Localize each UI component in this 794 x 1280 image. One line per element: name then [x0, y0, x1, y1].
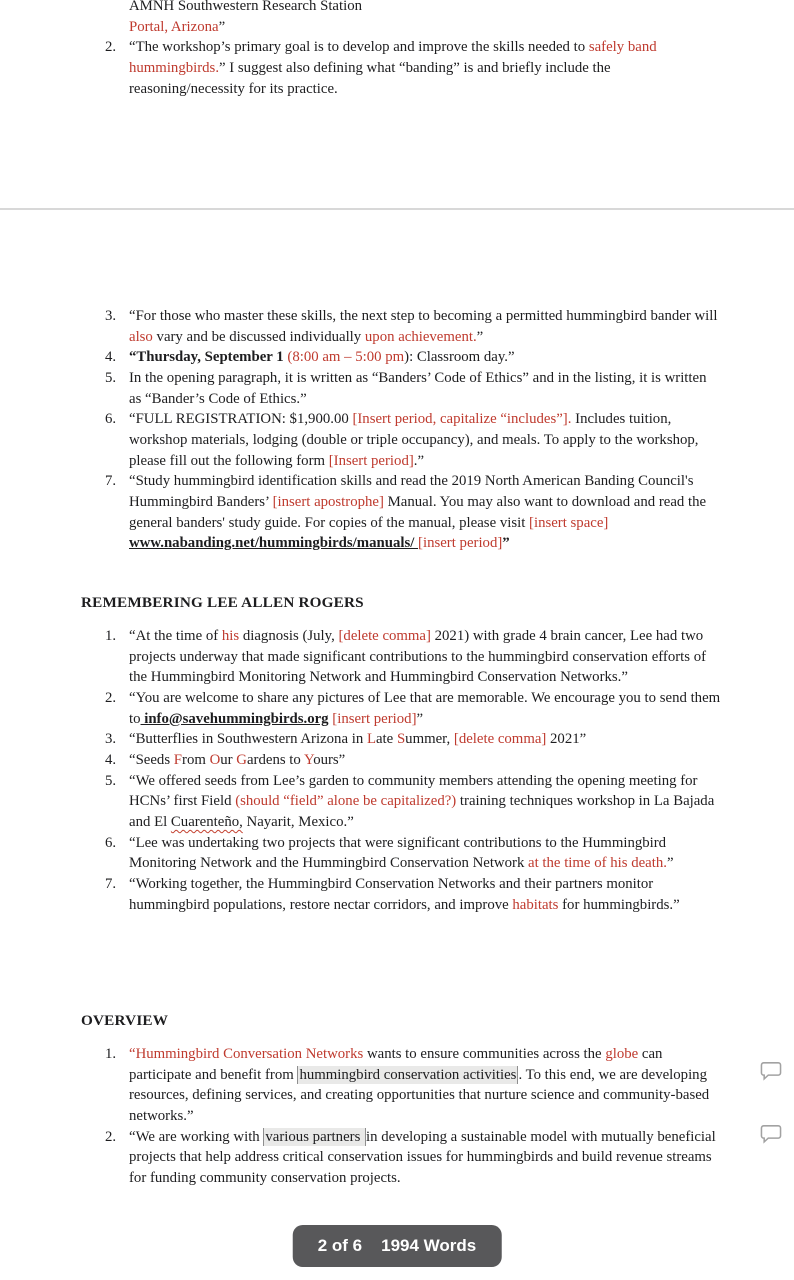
text-run: ur [220, 751, 237, 768]
text-run: “FULL REGISTRATION: $1,900.00 [129, 411, 353, 428]
text-run: [insert period] [418, 535, 503, 552]
text-run: ours” [313, 751, 346, 768]
list-number: 2. [105, 689, 117, 706]
list-item[interactable] [0, 1044, 794, 1127]
list-item[interactable] [0, 306, 794, 347]
text-run: ” [218, 18, 226, 35]
list-item[interactable] [0, 750, 794, 771]
list-item[interactable] [0, 1127, 794, 1189]
overview-list [0, 1044, 794, 1189]
list-number: 5. [105, 369, 117, 386]
text-run: “You are welcome to share any pictures of Lee that are memorable. We encourage you to send them to [129, 689, 721, 727]
text-run: “Seeds [129, 751, 174, 768]
text-run: . To this end, we are developing resources, defining services, and creating opportunities that nurture science and community-based networks.” [129, 1066, 710, 1124]
text-run: safely band hummingbirds. [129, 39, 657, 76]
text-run: “At the time of [129, 628, 222, 644]
text-run: “Thursday, September 1 [129, 349, 288, 366]
text-run: 2021” [546, 731, 587, 748]
manuals-url-link[interactable]: www.nabanding.net/hummingbirds/manuals/ [129, 535, 419, 552]
text-run: at the time of his death. [528, 855, 667, 872]
page-indicator: 2 of 6 [317, 1236, 363, 1255]
page-status-pill[interactable] [293, 1225, 502, 1267]
text-run: [insert period] [328, 710, 417, 727]
text-run: F [173, 751, 183, 768]
text-run: “Study hummingbird identification skills and read the 2019 North American Banding Council's Hummingbird Banders’ [129, 473, 694, 510]
page2-fragment [0, 0, 794, 99]
text-run: “Butterflies in Southwestern Arizona in [129, 731, 367, 748]
selected-text[interactable]: various partners [265, 1128, 365, 1145]
comment-bubble-glyph [760, 1124, 782, 1144]
list-item[interactable] [0, 626, 794, 688]
text-run: G [236, 751, 247, 768]
text-run: ” [502, 535, 510, 552]
text-run: [insert space] [529, 514, 609, 531]
text-run: his [221, 628, 240, 644]
list-item[interactable] [0, 409, 794, 471]
list-number: 7. [105, 473, 117, 490]
text-run: ” I suggest also defining what “banding” is and briefly include the reasoning/necessity for its practice. [129, 59, 611, 97]
page-break-divider [0, 208, 794, 210]
text-run: Nayarit, Mexico.” [242, 813, 354, 830]
comment-icon[interactable] [759, 1124, 783, 1146]
list-number: 1. [105, 628, 117, 644]
text-run: Y [303, 751, 314, 768]
text-run: for hummingbirds.” [558, 896, 680, 913]
text-run: “Working together, the Hummingbird Conservation Networks and their partners monitor hummingbird populations, restore nectar corridors, and improve [129, 875, 654, 913]
text-run: upon achievement. [364, 328, 477, 345]
text-run: [Insert period, capitalize “includes”]. [352, 411, 572, 428]
email-link[interactable]: info@savehummingbirds.org [140, 710, 329, 727]
text-run: ” [476, 328, 484, 345]
text-run: S [396, 731, 406, 748]
selected-text[interactable]: hummingbird conservation activities [299, 1066, 517, 1083]
list-number: 7. [105, 875, 117, 892]
text-run: can participate and benefit from [129, 1046, 663, 1083]
list-number: 5. [105, 772, 117, 789]
list-item[interactable] [0, 874, 794, 915]
text-run: vary and be discussed individually [152, 328, 365, 345]
text-run: In the opening paragraph, it is written as “Banders’ Code of Ethics” and in the listing, it is written as “Bander’s Code of Ethics.” [129, 369, 707, 407]
list-number: 2. [105, 1128, 117, 1145]
section-heading-remembering[interactable]: REMEMBERING LEE ALLEN ROGERS [81, 594, 364, 611]
text-run: “Lee was undertaking two projects that were significant contributions to the Hummingbird Monitoring Network and the Hummingbird Conservation Network [129, 834, 667, 872]
text-run: [delete comma] [453, 731, 547, 748]
text-run: [delete comma] [338, 628, 431, 644]
list-number: 6. [105, 834, 117, 851]
list-number: 1. [105, 1046, 117, 1062]
text-run: habitats [512, 896, 559, 913]
text-run: training techniques workshop in La Bajada and El [129, 793, 715, 830]
text-run: ” [416, 710, 424, 727]
text-run: “For those who master these skills, the next step to becoming a permitted hummingbird bander will [129, 308, 718, 324]
text-run: L [366, 731, 376, 748]
text-run: Includes tuition, workshop materials, lodging (double or triple occupancy), and meals. To apply to the workshop, please fill out the following form [129, 411, 699, 469]
text-run: [insert apostrophe] [272, 493, 384, 510]
paragraph-continuation[interactable] [129, 0, 721, 37]
text-run: (8:00 am – 5:00 pm [287, 349, 405, 366]
remembering-list [0, 626, 794, 915]
list-item[interactable] [0, 368, 794, 409]
text-run: ate [375, 731, 397, 748]
misspelled-word[interactable]: Cuarenteño, [170, 813, 243, 830]
list-item[interactable] [0, 471, 794, 554]
text-run: wants to ensure communities across the [363, 1046, 606, 1062]
text-run: rom [182, 751, 210, 768]
text-run: [Insert period] [328, 452, 414, 469]
text-run: Portal, Arizona [129, 18, 219, 35]
text-run: “We are working with [129, 1128, 264, 1145]
list-item[interactable] [0, 771, 794, 833]
section-heading-overview[interactable]: OVERVIEW [81, 1012, 169, 1029]
workshop-feedback-list [0, 306, 794, 554]
list-item[interactable] [0, 729, 794, 750]
text-run: “Hummingbird Conversation Networks [129, 1046, 364, 1062]
text-run: AMNH Southwestern Research Station [129, 0, 363, 14]
text-run: O [209, 751, 221, 768]
text-run: also [129, 328, 153, 345]
text-run: diagnosis (July, [239, 628, 339, 644]
text-run: “We offered seeds from Lee’s garden to community members attending the opening meeting for HCNs’ first Field [129, 772, 698, 810]
text-run: in developing a sustainable model with mutually beneficial projects that help address critical conservation issues for hummingbirds and build revenue streams for funding community conservation projects. [129, 1128, 716, 1186]
list-item[interactable] [0, 688, 794, 729]
text-run: Manual. You may also want to download and read the general banders' study guide. For copies of the manual, please visit [129, 493, 707, 531]
list-item[interactable] [0, 347, 794, 368]
list-number: 3. [105, 308, 117, 324]
text-run: globe [605, 1046, 639, 1062]
text-run: 2021) with grade 4 brain cancer, Lee had two projects underway that made significant contributions to the hummingbird conservation efforts of the Hummingbird Monitoring Network and Hummingbird Conservation Networks.” [129, 628, 707, 686]
comment-bubble-glyph [760, 1061, 782, 1081]
text-run: ” [666, 855, 674, 872]
text-run: (should “field” alone be capitalized?) [235, 793, 457, 810]
list-number: 4. [105, 751, 117, 768]
text-run: “The workshop’s primary goal is to develop and improve the skills needed to [129, 39, 589, 56]
list-item[interactable] [0, 37, 794, 99]
text-run: ): Classroom day.” [404, 349, 515, 366]
text-run: ardens to [246, 751, 304, 768]
comment-icon[interactable] [759, 1061, 783, 1083]
text-run: ummer, [405, 731, 454, 748]
word-count: 1994 Words [381, 1236, 477, 1255]
list-item[interactable] [0, 833, 794, 874]
list-number: 2. [105, 39, 117, 56]
text-run: .” [413, 452, 425, 469]
list-number: 6. [105, 411, 117, 428]
list-number: 3. [105, 731, 117, 748]
list-number: 4. [105, 349, 117, 366]
